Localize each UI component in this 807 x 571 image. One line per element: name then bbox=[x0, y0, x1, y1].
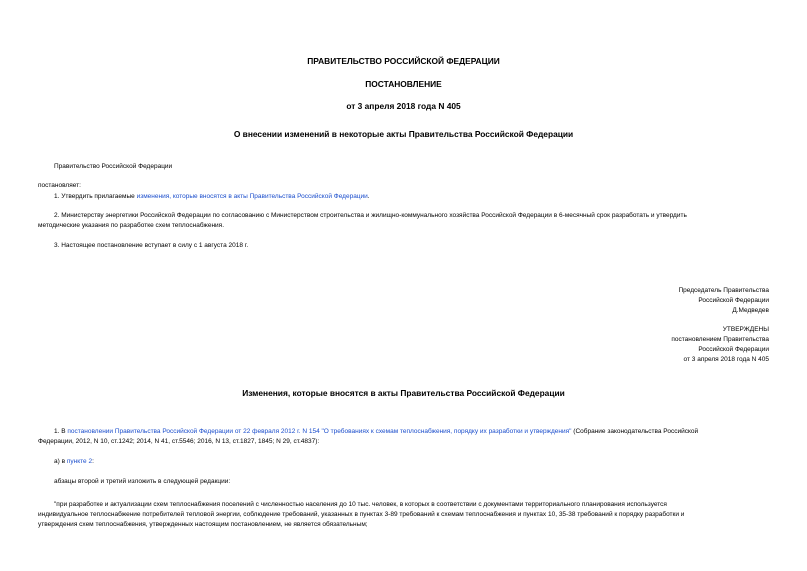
document-type: ПОСТАНОВЛЕНИЕ bbox=[365, 79, 442, 89]
resolves-text: постановляет: bbox=[38, 182, 81, 189]
quoted-text bbox=[38, 500, 769, 530]
government-heading: ПРАВИТЕЛЬСТВО РОССИЙСКОЙ ФЕДЕРАЦИИ bbox=[307, 56, 500, 66]
item-1-suffix: (Собрание законодательства Российской bbox=[571, 428, 699, 435]
signature-line-2: Российской Федерации bbox=[698, 297, 769, 304]
quoted-line-2: индивидуальное теплоснабжение потребителей тепловой энергии, соблюдение требований, указанных в пунктах 3-89 требований к схемам теплоснабжения и пунктах 10, 35-38 требований к порядку разработки и bbox=[38, 511, 685, 518]
paragraph-3: 3. Настоящее постановление вступает в силу с 1 августа 2018 г. bbox=[54, 242, 249, 249]
approval-line-4: от 3 апреля 2018 года N 405 bbox=[683, 356, 769, 363]
paragraph-1 bbox=[54, 192, 370, 202]
paragraph-2-line-1: 2. Министерству энергетики Российской Федерации по согласованию с Министерством строительства и жилищно-коммунального хозяйства Российской Федерации в 6-месячный срок разработать и утвердить bbox=[54, 212, 687, 219]
signature-line-1: Председатель Правительства bbox=[678, 287, 769, 294]
resolution-154-link[interactable]: постановлении Правительства Российской Федерации от 22 февраля 2012 г. N 154 "О требованиях к схемам теплоснабжения, порядку их разработки и утверждения" bbox=[67, 428, 572, 435]
changes-link[interactable]: изменения, которые вносятся в акты Правительства Российской Федерации bbox=[136, 193, 368, 200]
paragraph-2 bbox=[38, 211, 769, 231]
paragraph-2-line-2: методические указания по разработке схем теплоснабжения. bbox=[38, 222, 225, 229]
changes-title: Изменения, которые вносятся в акты Правительства Российской Федерации bbox=[242, 388, 565, 398]
subitem-a bbox=[54, 457, 94, 467]
paragraphs-instruction: абзацы второй и третий изложить в следующей редакции: bbox=[54, 478, 231, 485]
approval-block bbox=[671, 325, 769, 365]
paragraph-1-prefix: 1. Утвердить прилагаемые bbox=[54, 193, 137, 200]
signature-block bbox=[678, 286, 769, 316]
document-date-number: от 3 апреля 2018 года N 405 bbox=[346, 101, 461, 111]
document-title: О внесении изменений в некоторые акты Правительства Российской Федерации bbox=[233, 129, 574, 139]
signature-line-3: Д.Медведев bbox=[732, 307, 769, 314]
item-1-line-2: Федерации, 2012, N 10, ст.1242; 2014, N 41, ст.5546; 2016, N 13, ст.1827, 1845; N 29, ст.4837): bbox=[38, 438, 320, 445]
issuer-text: Правительство Российской Федерации bbox=[54, 163, 173, 170]
item-1-prefix: 1. В bbox=[54, 428, 68, 435]
quoted-line-1: "при разработке и актуализации схем теплоснабжения поселений с численностью населения до 10 тыс. человек, в которых в соответствии с документами территориального планирования используется bbox=[54, 501, 667, 508]
point-2-link[interactable]: пункте 2 bbox=[66, 458, 93, 465]
approval-line-3: Российской Федерации bbox=[698, 346, 769, 353]
approval-line-2: постановлением Правительства bbox=[671, 336, 769, 343]
subitem-a-suffix: : bbox=[92, 458, 94, 465]
item-1-line-1 bbox=[54, 427, 698, 437]
approval-line-1: УТВЕРЖДЕНЫ bbox=[722, 326, 769, 333]
paragraph-1-suffix: . bbox=[367, 193, 370, 200]
quoted-line-3: утверждения схем теплоснабжения, утвержденных настоящим постановлением, не является обязательным; bbox=[38, 521, 368, 528]
subitem-a-prefix: а) в bbox=[54, 458, 67, 465]
